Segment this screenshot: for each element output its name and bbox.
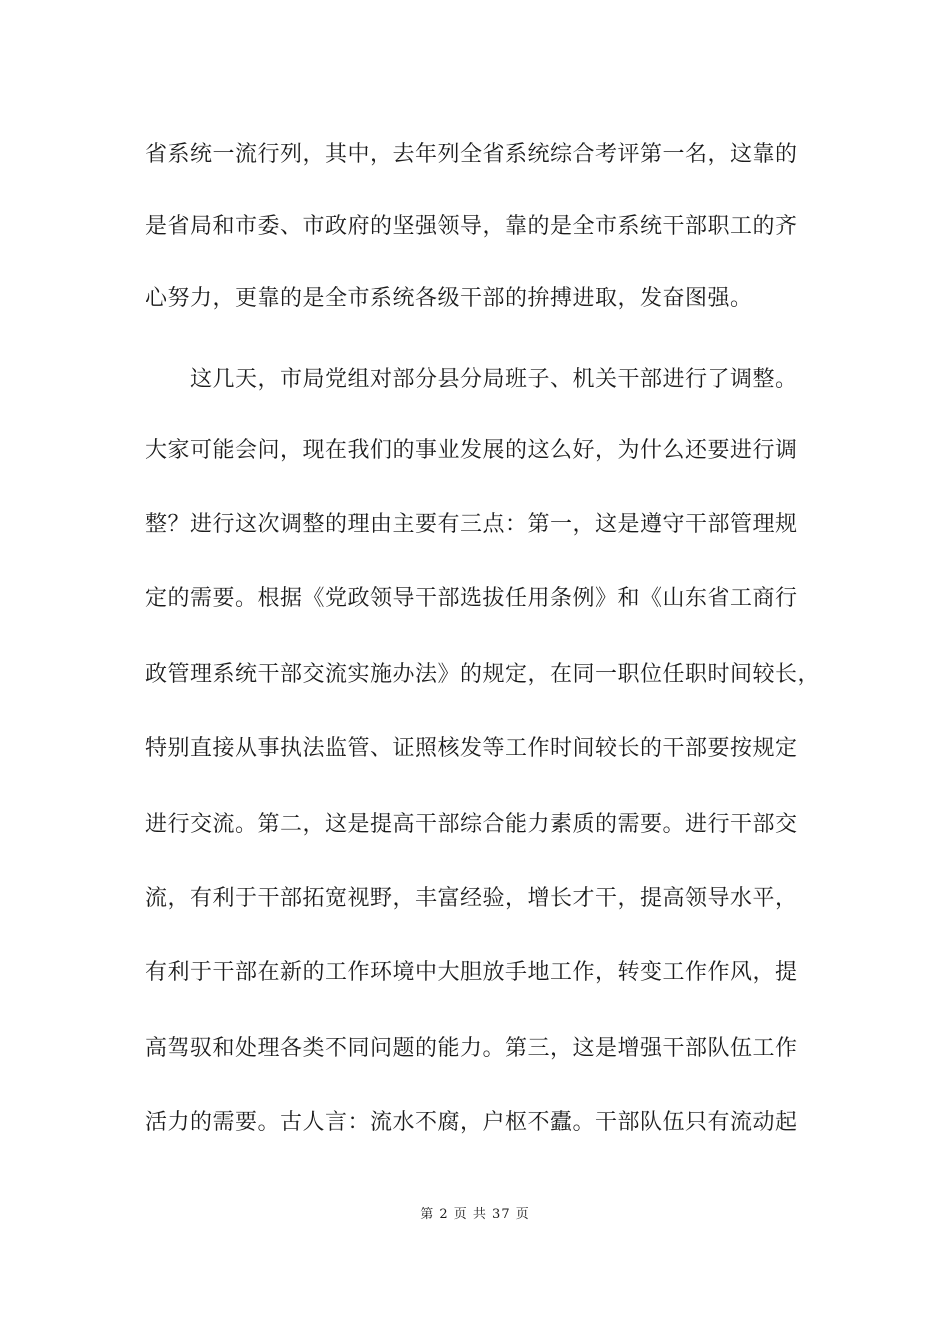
text-line-12: 有利于干部在新的工作环境中大胆放手地工作，转变工作作风，提 — [145, 960, 798, 985]
text-line-4: 这几天，市局党组对部分县分局班子、机关干部进行了调整。 — [190, 367, 798, 392]
text-line-11: 流，有利于干部拓宽视野，丰富经验，增长才干，提高领导水平， — [145, 886, 798, 911]
text-line-7: 定的需要。根据《党政领导干部选拔任用条例》和《山东省工商行 — [145, 586, 798, 611]
text-line-2: 是省局和市委、市政府的坚强领导，靠的是全市系统干部职工的齐 — [145, 214, 798, 239]
text-line-14: 活力的需要。古人言：流水不腐，户枢不蠹。干部队伍只有流动起 — [145, 1110, 798, 1135]
text-line-6: 整？进行这次调整的理由主要有三点：第一，这是遵守干部管理规 — [145, 512, 798, 537]
text-line-13: 高驾驭和处理各类不同问题的能力。第三，这是增强干部队伍工作 — [145, 1036, 798, 1061]
text-line-8: 政管理系统干部交流实施办法》的规定，在同一职位任职时间较长， — [145, 662, 821, 687]
page-number-footer: 第 2 页 共 37 页 — [420, 1207, 530, 1222]
text-line-5: 大家可能会问，现在我们的事业发展的这么好，为什么还要进行调 — [145, 438, 798, 463]
text-line-3: 心努力，更靠的是全市系统各级干部的拚搏进取，发奋图强。 — [145, 286, 753, 311]
text-line-1: 省系统一流行列，其中，去年列全省系统综合考评第一名，这靠的 — [145, 142, 798, 167]
text-line-9: 特别直接从事执法监管、证照核发等工作时间较长的干部要按规定 — [145, 736, 798, 761]
text-line-10: 进行交流。第二，这是提高干部综合能力素质的需要。进行干部交 — [145, 812, 798, 837]
